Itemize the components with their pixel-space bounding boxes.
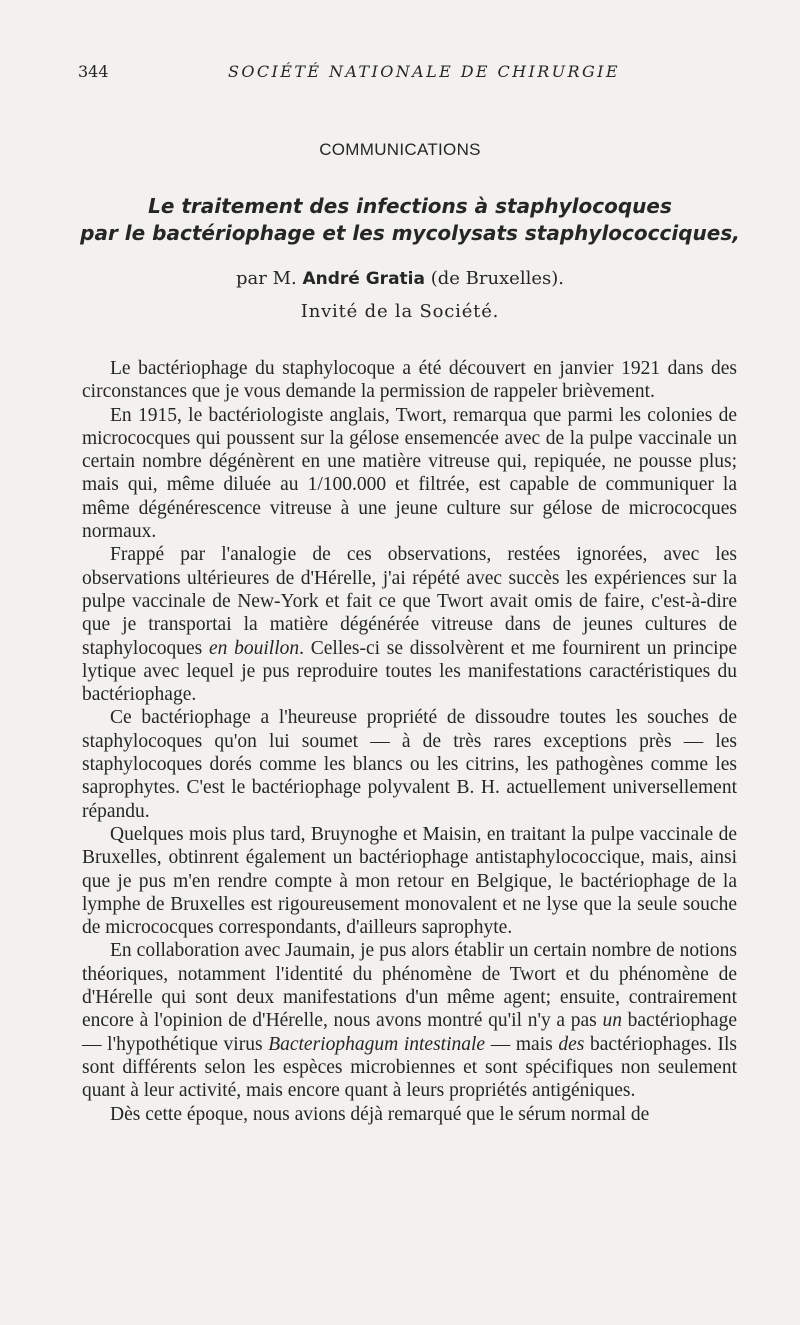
paragraph-1: Le bactériophage du staphylocoque a été découvert en janvier 1921 dans des circonstances que je vous demande la permission de rappeler brièvement. <box>82 358 737 403</box>
paragraph-6-italic-3: des <box>558 1033 585 1055</box>
page-number: 344 <box>78 62 109 81</box>
paragraph-6-part-4: bactériophages. Ils sont différents selon les espèces microbiennes et sont spécifiques non seulement quant à leur activité, mais encore quant à leurs propriétés antigéniques. <box>82 1033 737 1102</box>
paragraph-6-italic-1: un <box>602 1010 622 1032</box>
paragraph-3-part-1: Frappé par l'analogie de ces observations, restées ignorées, avec les observations ultérieures de d'Hérelle, j'ai répété avec succès les expériences sur la pulpe vaccinale de New-York et fait ce que Twort avait omis de faire, c'est-à-dire que je transportai la matière dégénérée vitreuse dans de jeunes cultures de staphylocoques <box>82 544 737 659</box>
paragraph-6-part-1: En collaboration avec Jaumain, je pus alors établir un certain nombre de notions théoriques, notamment l'identité du phénomène de Twort et du phénomène de d'Hérelle qui sont deux manifestations d'un même agent; ensuite, contrairement encore à l'opinion de d'Hérelle, nous avons montré qu'il n'y a pas <box>82 940 737 1032</box>
paragraph-6-part-2: bactériophage — l'hypothétique virus <box>82 1010 737 1055</box>
paragraph-5: Quelques mois plus tard, Bruynoghe et Maisin, en traitant la pulpe vaccinale de Bruxelles, obtinrent également un bactériophage antistaphylococcique, mais, ainsi que je pus m'en rendre compte à mon retour en Belgique, le bactériophage de la lymphe de Bruxelles est rigoureusement monovalent et ne lyse que la seule souche de micrococques correspondants, d'ailleurs saprophyte. <box>82 823 737 939</box>
paragraph-4: Ce bactériophage a l'heureuse propriété de dissoudre toutes les souches de staphylocoques qu'on lui soumet — à de très rares exceptions près — les staphylocoques dorés comme les blancs ou les citrins, les pathogènes comme les saprophytes. C'est le bactériophage polyvalent B. H. actuellement universellement répandu. <box>82 707 737 822</box>
article-body <box>82 357 737 1126</box>
section-heading: COMMUNICATIONS <box>319 140 481 159</box>
journal-title: SOCIÉTÉ NATIONALE DE CHIRURGIE <box>228 62 620 81</box>
invited-note: Invité de la Société. <box>300 301 500 322</box>
paragraph-3-italic-1: en bouillon <box>208 637 300 659</box>
author-name: André Gratia <box>302 269 425 289</box>
paragraph-3 <box>82 543 737 706</box>
paragraph-2: En 1915, le bactériologiste anglais, Twort, remarqua que parmi les colonies de micrococques qui poussent sur la gélose ensemencée avec de la pulpe vaccinale un certain nombre dégénèrent en une matière vitreuse qui, repiquée, ne pousse plus; mais qui, même diluée au 1/100.000 et filtrée, est capable de communiquer la même dégénérescence vitreuse à une jeune culture sur gélose de micrococques normaux. <box>82 404 737 543</box>
article-title-line-1: Le traitement des infections à staphylocoques <box>148 194 672 218</box>
running-header <box>78 62 740 86</box>
paragraph-7: Dès cette époque, nous avions déjà remarqué que le sérum normal de <box>110 1103 650 1125</box>
byline-affiliation: (de Bruxelles). <box>424 268 564 289</box>
paragraph-6-italic-2: Bacteriophagum intestinale <box>268 1033 486 1055</box>
paragraph-6 <box>82 939 737 1102</box>
article-title <box>60 193 760 247</box>
paragraph-6-part-3: — mais <box>485 1033 559 1055</box>
byline <box>0 268 800 289</box>
paragraph-3-part-2: . Celles-ci se dissolvèrent et me fournirent un principe lytique avec lequel je pus reproduire toutes les manifestations caractéristiques du bactériophage. <box>82 637 737 706</box>
article-title-line-2: par le bactériophage et les mycolysats staphylococciques, <box>80 221 740 245</box>
byline-prefix: par M. <box>236 268 303 289</box>
